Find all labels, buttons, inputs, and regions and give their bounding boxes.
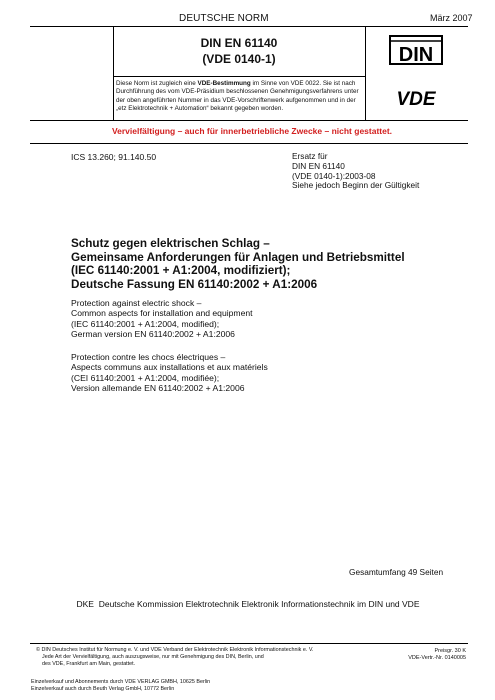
copyright-notice [36,647,380,668]
title-english-line: (IEC 61140:2001 + A1:2004, modified); [71,318,220,329]
sales-info [31,679,210,694]
price-info [394,648,466,662]
title-french-line: (CEI 61140:2001 + A1:2004, modifiée); [71,372,220,383]
vde-number: (VDE 0140-1) [202,52,276,66]
price-group: Preisgr. 30 K [434,648,466,654]
copyright-line: Jede Art der Vervielfältigung, auch auszugsweise, nur mit Genehmigung des DIN, Berlin, und [42,653,264,660]
replaces-line: DIN EN 61140 [292,160,345,171]
sales-line: Einzelverkauf und Abonnements durch VDE VERLAG GMBH, 10625 Berlin [31,679,211,685]
standard-number: DIN EN 61140 [200,36,278,50]
copyright-line: © DIN Deutsches Institut für Normung e. V. und VDE Verband der Elektrotechnik Elektronik Informationstechnik e. V. [36,647,314,653]
title-english-line: German version EN 61140:2002 + A1:2006 [71,329,235,340]
title-german-line: Deutsche Fassung EN 61140:2002 + A1:2006 [71,277,318,291]
warning-rule [30,143,468,144]
title-english-line: Protection against electric shock – [71,298,202,308]
replaces-line: Ersatz für [292,151,328,161]
note-part2: im Sinne von VDE 0022. Sie ist nach Durchführung des vom VDE-Präsidium beschlossenen Genehmigungsverfahrens unter der oben angeführten Nummer in das VDE-Vorschriftenwerk aufgenommen und in der „etz Elektrotechnik + Automation“ bekannt gegeben worden. [116,80,359,113]
replaces-line: Siehe jedoch Beginn der Gültigkeit [292,180,420,191]
vde-logo-text: VDE [396,89,436,108]
note-part1: Diese Norm ist zugleich eine [116,80,198,87]
order-number: VDE-Vertr.-Nr. 0140005 [408,655,466,661]
title-french-line: Aspects communs aux installations et aux matériels [71,362,268,373]
replaces-line: (VDE 0140-1):2003-08 [292,170,376,181]
din-logo [389,35,443,65]
footer-rule [30,643,468,644]
issue-date: März 2007 [430,13,473,23]
designation-rule [113,76,365,77]
title-french [71,352,461,394]
ics-code: ICS 13.260; 91.140.50 [71,152,157,162]
vde-note [116,80,366,114]
dke-line [28,599,468,609]
note-bold: VDE-Bestimmung [197,80,251,87]
din-logo-text: DIN [398,44,434,65]
header-rule [30,26,468,27]
designation [113,28,365,76]
title-german-line: Gemeinsame Anforderungen für Anlagen und Betriebsmittel [71,250,405,264]
vde-logo [383,88,449,108]
copyright-line: des VDE, Frankfurt am Main, gestattet. [42,660,136,667]
title-french-line: Version allemande EN 61140:2002 + A1:2006 [71,383,245,394]
dke-abbr: DKE [76,599,94,609]
dke-name: Deutsche Kommission Elektrotechnik Elektronik Informationstechnik im DIN und VDE [98,599,420,609]
copy-warning: Vervielfältigung – auch für innerbetriebliche Zwecke – nicht gestattet. [111,126,393,136]
title-french-line: Protection contre les chocs électriques – [71,352,226,362]
title-german-line: (IEC 61140:2001 + A1:2004, modifiziert); [71,264,291,278]
title-german-line: Schutz gegen elektrischen Schlag – [71,237,270,250]
title-german [71,237,461,291]
note-rule [30,120,468,121]
norm-label: DEUTSCHE NORM [179,13,269,24]
title-english [71,298,461,340]
title-english-line: Common aspects for installation and equipment [71,308,253,319]
sales-line: Einzelverkauf auch durch Beuth Verlag GmbH, 10772 Berlin [31,686,175,693]
replaces-block [292,152,419,191]
total-pages: Gesamtumfang 49 Seiten [349,567,444,577]
